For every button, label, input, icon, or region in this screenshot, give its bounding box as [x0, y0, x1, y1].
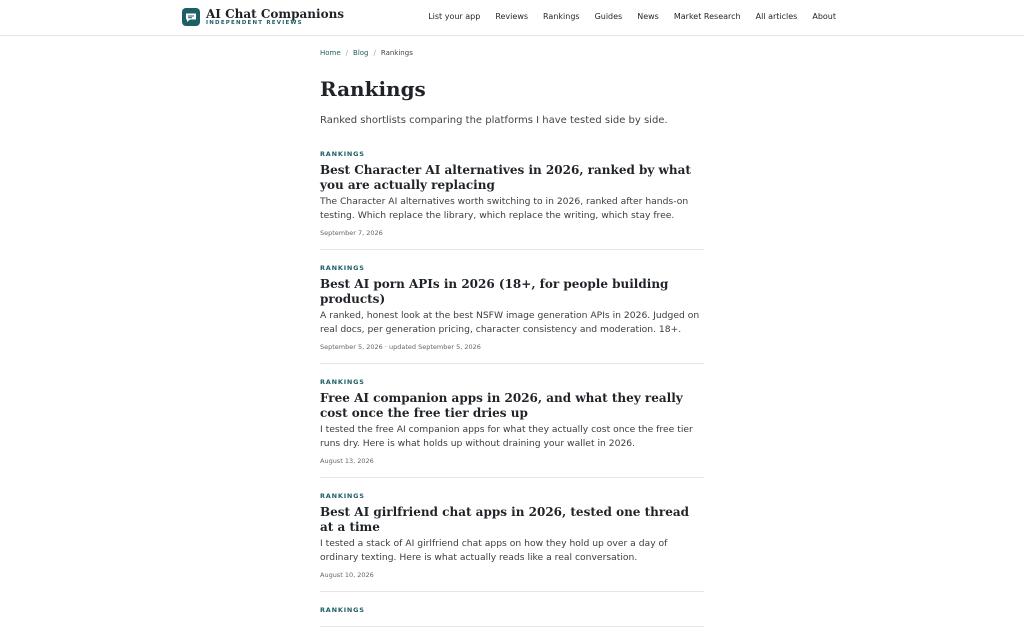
- article-summary: The Character AI alternatives worth switching to in 2026, ranked after hands-on testing. Which replace the library, which replace the writing, which stay free.: [320, 196, 689, 221]
- breadcrumb-blog[interactable]: Blog: [353, 49, 369, 57]
- article-category[interactable]: RANKINGS: [320, 378, 365, 386]
- site-header: [0, 0, 1024, 36]
- brand-text: [206, 8, 344, 27]
- article-date: August 13, 2026: [320, 457, 374, 465]
- chat-bubble-icon: [182, 8, 200, 26]
- article-title-link[interactable]: Best Character AI alternatives in 2026, ranked by what you are actually replacing: [320, 163, 691, 192]
- breadcrumb-separator: /: [345, 49, 349, 57]
- article-title-link[interactable]: Free AI companion apps in 2026, and what they really cost once the free tier dries up: [320, 391, 683, 420]
- article-summary: I tested the free AI companion apps for what they actually cost once the free tier runs dry. Here is what holds up without draining your wallet in 2026.: [320, 424, 693, 449]
- nav-news[interactable]: News: [637, 12, 659, 21]
- nav-rankings[interactable]: Rankings: [543, 12, 580, 21]
- breadcrumb-home[interactable]: Home: [320, 49, 341, 57]
- article-item: [320, 264, 704, 364]
- breadcrumb-current: Rankings: [380, 49, 413, 57]
- article-category[interactable]: RANKINGS: [320, 606, 365, 614]
- page-title: Rankings: [320, 77, 426, 101]
- breadcrumb-separator: /: [373, 49, 376, 57]
- article-item: [320, 378, 704, 478]
- article-item: [320, 150, 704, 250]
- nav-about[interactable]: About: [812, 12, 836, 21]
- brand-name: AI Chat Companions: [206, 7, 345, 21]
- article-title-link[interactable]: Best AI porn APIs in 2026 (18+, for people building products): [320, 277, 669, 306]
- article-item: [320, 606, 704, 627]
- article-summary: I tested a stack of AI girlfriend chat apps on how they hold up over a day of ordinary texting. Here is what actually reads like a real conversation.: [320, 538, 668, 563]
- nav-list-your-app[interactable]: List your app: [428, 12, 481, 21]
- nav-reviews[interactable]: Reviews: [495, 12, 529, 21]
- article-summary: A ranked, honest look at the best NSFW image generation APIs in 2026. Judged on real docs, per generation pricing, character consistency and moderation. 18+.: [320, 310, 700, 335]
- article-date: August 10, 2026: [320, 571, 374, 579]
- article-title-link[interactable]: Best AI girlfriend chat apps in 2026, tested one thread at a time: [320, 505, 689, 534]
- page-intro: Ranked shortlists comparing the platforms I have tested side by side.: [320, 115, 668, 126]
- nav-guides[interactable]: Guides: [594, 12, 623, 21]
- article-category[interactable]: RANKINGS: [320, 264, 365, 272]
- article-item: [320, 492, 704, 592]
- nav-market-research[interactable]: Market Research: [673, 12, 741, 21]
- article-date: September 5, 2026 · updated September 5, 2026: [320, 343, 481, 351]
- article-category[interactable]: RANKINGS: [320, 492, 365, 500]
- brand-logo-link[interactable]: [182, 8, 344, 27]
- article-date: September 7, 2026: [320, 229, 383, 237]
- article-list: [320, 150, 704, 627]
- breadcrumb: [320, 48, 704, 58]
- brand-subtitle: INDEPENDENT REVIEWS: [206, 20, 303, 26]
- nav-all-articles[interactable]: All articles: [755, 12, 798, 21]
- main-nav: [413, 12, 836, 21]
- article-category[interactable]: RANKINGS: [320, 150, 365, 158]
- main-content: [320, 48, 704, 641]
